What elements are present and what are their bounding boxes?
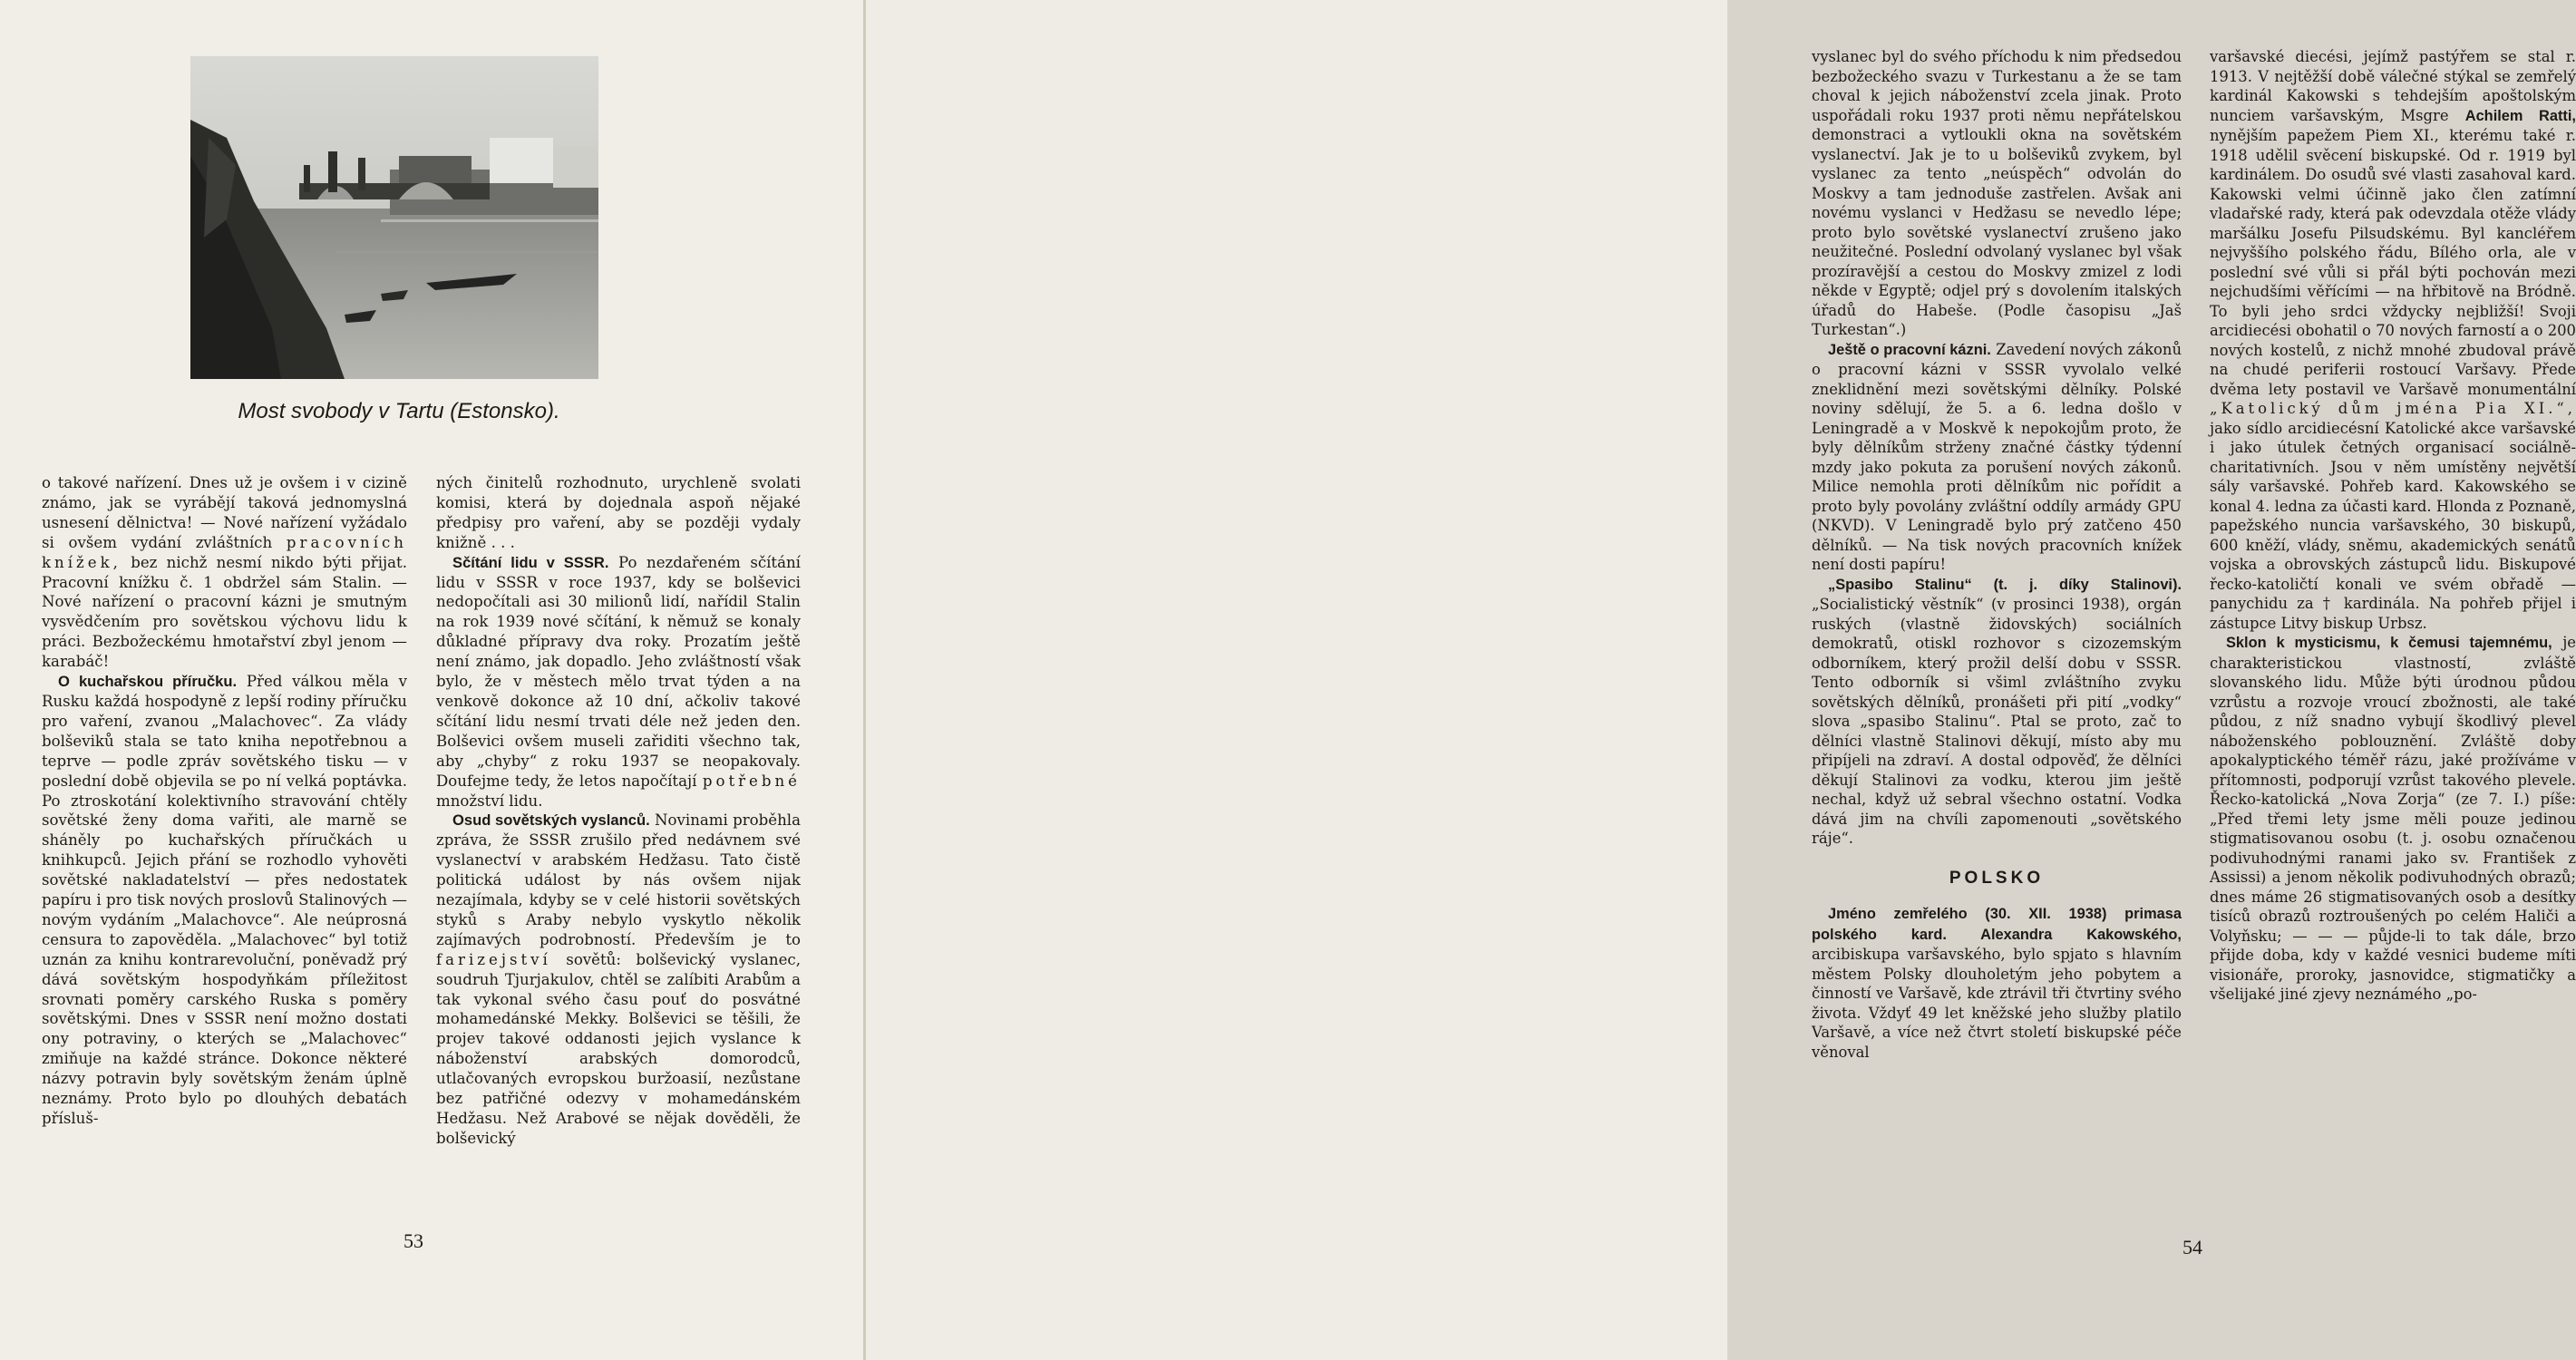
- right-column-2: [2210, 47, 2576, 1005]
- paragraph: Sklon k mysticismu, k čemusi tajemnému, je charakteristickou vlastností, zvláště slovanského lidu. Může býti úrodnou půdou vzrůstu a rozvoje vroucí zbožnosti, ale také půdou, z níž snadno vybují škodlivý plevel náboženského poblouznění. Zvláště doby apokalyptického téměř rázu, jaké prožíváme v přítomnosti, podporují vzrůst takového plevele. Řecko-katolická „Nova Zorja“ (ze 7. I.) píše: „Před třemi lety jsme měli pouze jedinou stigmatisovanou osobu (t. j. osobu označenou podivuhodnými ranami jako sv. František z Assissi) a jenom několik podivuhodných obrazů; dnes máme 26 stigmatisovaných osob a desítky tisíců obrazů roztroušených po celém Haliči a Volyňsku; — — — půjde-li to tak dále, brzo přijde doba, kdy v každé vesnici budeme míti visionáře, proroky, jasnovidce, stigmatičky a všelijaké jiné zjevy neznámého „po-: [2210, 634, 2576, 1003]
- page-number-right: 54: [2182, 1236, 2202, 1258]
- paragraph: ných činitelů rozhodnuto, urychleně svolati komisi, která by dojednala aspoň nějaké předpisy pro vaření, aby se později vydaly knižně . . .: [436, 474, 801, 551]
- paragraph-heading: Jméno zemřelého (30. XII. 1938) primasa polského kard. Alexandra Kakowského,: [1812, 906, 2182, 943]
- paragraph-heading: „Spasibo Stalinu“ (t. j. díky Stalinovi).: [1828, 576, 2182, 593]
- paragraph: o takové nařízení. Dnes už je ovšem i v cizině známo, jak se vyrábějí taková jednomyslná usnesení dělnictva! — Nové nařízení vyžádalo si ovšem vydání zvláštních pracovních knížek, bez nichž nesmí nikdo býti přijat. Pracovní knížku č. 1 obdržel sám Stalin. — Nové nařízení o pracovní kázni je smutným vysvědčením pro sovětskou výchovu lidu k práci. Bezbožeckému hmotařství zbyl jenom — karabáč!: [42, 474, 407, 671]
- right-column-1: [1812, 47, 2182, 1062]
- bold-name: Achilem Ratti,: [2464, 107, 2576, 124]
- section-title: POLSKO: [1949, 868, 2045, 888]
- spaced-emphasis: farizejství: [436, 950, 551, 968]
- left-column-1: [42, 473, 407, 1129]
- bridge-photo: [190, 56, 598, 379]
- paragraph: „Spasibo Stalinu“ (t. j. díky Stalinovi). „Socialistický věstník“ (v prosinci 1938), orgán ruských (vlastně židovských) sociálních demokratů, otiskl rozhovor s cizozemským odborníkem, který prožil delší dobu v SSSR. Tento odborník si všiml zvláštního zvyku sovětských dělníků, pronášeti při pití „vodky“ slova „spasibo Stalinu“. Ptal se proto, zač to dělníci vlastně Stalinovi děkují, místo aby mu připíjeli na zdraví. A dostal odpověď, že dělníci děkují Stalinovi za vodku, kterou jim ještě nechal, když už sebral všechno ostatní. Vodka dává jim na chvíli zapomenouti „sovětského ráje“.: [1812, 576, 2182, 847]
- paragraph-heading: O kuchařskou příručku.: [58, 673, 238, 691]
- paragraph-heading: Osud sovětských vyslanců.: [452, 811, 650, 830]
- paragraph-heading: Ještě o pracovní kázni.: [1828, 341, 1991, 358]
- paragraph: Sčítání lidu v SSSR. Po nezdařeném sčítání lidu v SSSR v roce 1937, kdy se bolševici nedopočítali asi 30 milionů lidí, nařídil Stalin na rok 1939 nové sčítání, k němuž se konaly důkladné přípravy dva roky. Prozatím ještě není známo, jak dopadlo. Jeho zvláštností však bylo, že v městech mělo trvat týden a na venkově dokonce až 10 dní, ačkoliv takové sčítání lidu nesmí trvati déle než jeden den. Bolševici ovšem museli zařiditi všechno tak, aby „chyby“ z roku 1937 se neopakovaly. Doufejme tedy, že letos napočítají potřebné množství lidu.: [436, 553, 801, 810]
- paragraph-heading: Sklon k mysticismu, k čemusi tajemnému,: [2226, 635, 2552, 651]
- spaced-emphasis: „Katolický dům jména Pia XI.“,: [2210, 400, 2576, 417]
- left-column-2: [436, 473, 801, 1149]
- right-page: [866, 0, 2576, 1360]
- paragraph: O kuchařskou příručku. Před válkou měla v Rusku každá hospodyně z lepší rodiny příručku pro vaření, zvanou „Malachovec“. Za vlády bolševiků stala se tato kniha nepotřebnou a teprve — podle zpráv sovětského tisku — v poslední době objevila se po ní velká poptávka. Po ztroskotání kolektivního stravování chtěly sovětské ženy doma vařiti, ale marně se sháněly po kuchařských příručkách u knihkupců. Jejich přání se rozhodlo vyhověti sovětské nakladatelství — přes nedostatek papíru i pro tisk nových proslovů Stalinových — novým vydáním „Malachovce“. Ale neúprosná censura to zapověděla. „Malachovec“ byl totiž uznán za knihu kontrarevoluční, poněvadž prý dává sovětským hospodyňkám příležitost srovnati poměry carského Ruska s poměry sovětskými. Dnes v SSSR není možno dostati ony potraviny, o kterých se „Malachovec“ zmiňuje na každé stránce. Dokonce některé názvy potravin byly sovětským ženám úplně neznámy. Proto bylo po dlouhých debatách přísluš-: [42, 673, 407, 1127]
- photo-caption: Most svobody v Tartu (Estonsko).: [238, 399, 560, 423]
- paragraph: Jméno zemřelého (30. XII. 1938) primasa polského kard. Alexandra Kakowského, arcibiskupa varšavského, bylo spjato s hlavním městem Polsky dlouholetým jeho pobytem a činností ve Varšavě, kde ztrávil tři čtvrtiny svého života. Vždyť 49 let kněžské jeho služby platilo Varšavě, a více než čtvrt století biskupské péče věnoval: [1812, 906, 2182, 1061]
- left-page: [0, 0, 863, 1360]
- spaced-emphasis: potřebné: [702, 772, 801, 790]
- paragraph: Osud sovětských vyslanců. Novinami proběhla zpráva, že SSSR zrušilo před nedávnem své vyslanectví v arabském Hedžasu. Tato čistě politická událost by nás ovšem nijak nezajímala, kdyby se v celé historii sovětských styků s Araby nebylo vyskytlo několik zajímavých podrobností. Především je to farizejství sovětů: bolševický vyslanec, soudruh Tjurjakulov, chtěl se zalíbiti Arabům a tak vykonal svého času pouť do posvátné mohamedánské Mekky. Bolševici se těšili, že projev takové oddanosti jejich vyslance k náboženství arabských domorodců, utlačovaných evropskou buržoasií, nezůstane bez patřičné odezvy v mohamedánském Hedžasu. Než Arabové se nějak dověděli, že bolševický: [436, 811, 801, 1147]
- page-number-left: 53: [403, 1229, 423, 1252]
- paragraph: Ještě o pracovní kázni. Zavedení nových zákonů o pracovní kázni v SSSR vyvolalo velké zneklidnění mezi sovětskými dělníky. Polské noviny sdělují, že 5. a 6. ledna došlo v Leningradě a v Moskvě k nepokojům proto, že byly dělníkům strženy značné částky týdenní mzdy jako pokuta za porušení nových zákonů. Milice nemohla proti dělníkům nic pořídit a proto byly povolány zvláštní oddíly armády GPU (NKVD). V Leningradě bylo prý zatčeno 450 dělníků. — Na tisk nových pracovních knížek není dosti papíru!: [1812, 340, 2182, 573]
- spaced-emphasis: pracovních knížek,: [42, 533, 407, 571]
- paragraph: vyslanec byl do svého příchodu k nim předsedou bezbožeckého svazu v Turkestanu a že se tam choval k jejich náboženství zcela jinak. Proto uspořádali roku 1937 proti němu nepřátelskou demonstraci a vytloukli okna na sovětském vyslanectví. Jak je to u bolševiků zvykem, byl vyslanec za tento „neúspěch“ odvolán do Moskvy a tam jednoduše zastřelen. Avšak ani novému vyslanci v Hedžasu se nevedlo lépe; proto bylo sovětské vyslanectví zrušeno jako neužitečné. Poslední odvolaný vyslanec byl však prozíravější a cestou do Moskvy zmizel z lodi někde v Egyptě; odjel prý s dovolením italských úřadů do Habeše. (Podle časopisu „Jaš Turkestan“.): [1812, 48, 2182, 338]
- paragraph: varšavské diecési, jejímž pastýřem se stal r. 1913. V nejtěžší době válečné stýkal se zemřelý kardinál Kakowski s tehdejším apoštolským nunciem varšavským, Msgre Achilem Ratti, nynějším papežem Piem XI., kterému také r. 1918 udělil svěcení biskupské. Od r. 1919 byl kardinálem. Do osudů své vlasti zasahoval kard. Kakowski velmi účinně jako člen zatímní vladařské rady, která pak odevzdala otěže vlády maršálku Josefu Pilsudskému. Byl kancléřem nejvyššího polského řádu, Bílého orla, ale v poslední své vůli si přál býti pochován mezi nejchudšími věřícími — na hřbitově na Bródně. To byli jeho srdci vždycky nejbližší! Svoji arcidiecési obohatil o 70 nových farností a o 200 nových kostelů, z nichž mnohé zbudoval právě na chudé periferii rostoucí Varšavy. Přede dvěma lety postavil ve Varšavě monumentální „Katolický dům jména Pia XI.“, jako sídlo arcidiecésní Katolické akce varšavské i jako útulek četných organisací sociálně-charitativních. Jsou v něm umístěny největší sály varšavské. Pohřeb kard. Kakowského se konal 4. ledna za účasti kard. Hlonda z Poznaně, papežského nuncia varšavského, 30 biskupů, 600 kněží, vlády, sněmu, akademických senátů vojska a obrovských zástupců lidu. Biskupové řecko-katoličtí konali ve svém obřadě — panychidu za † kardinála. Na pohřeb přijel i zástupce Litvy biskup Urbsz.: [2210, 48, 2576, 632]
- paragraph-heading: Sčítání lidu v SSSR.: [452, 553, 609, 571]
